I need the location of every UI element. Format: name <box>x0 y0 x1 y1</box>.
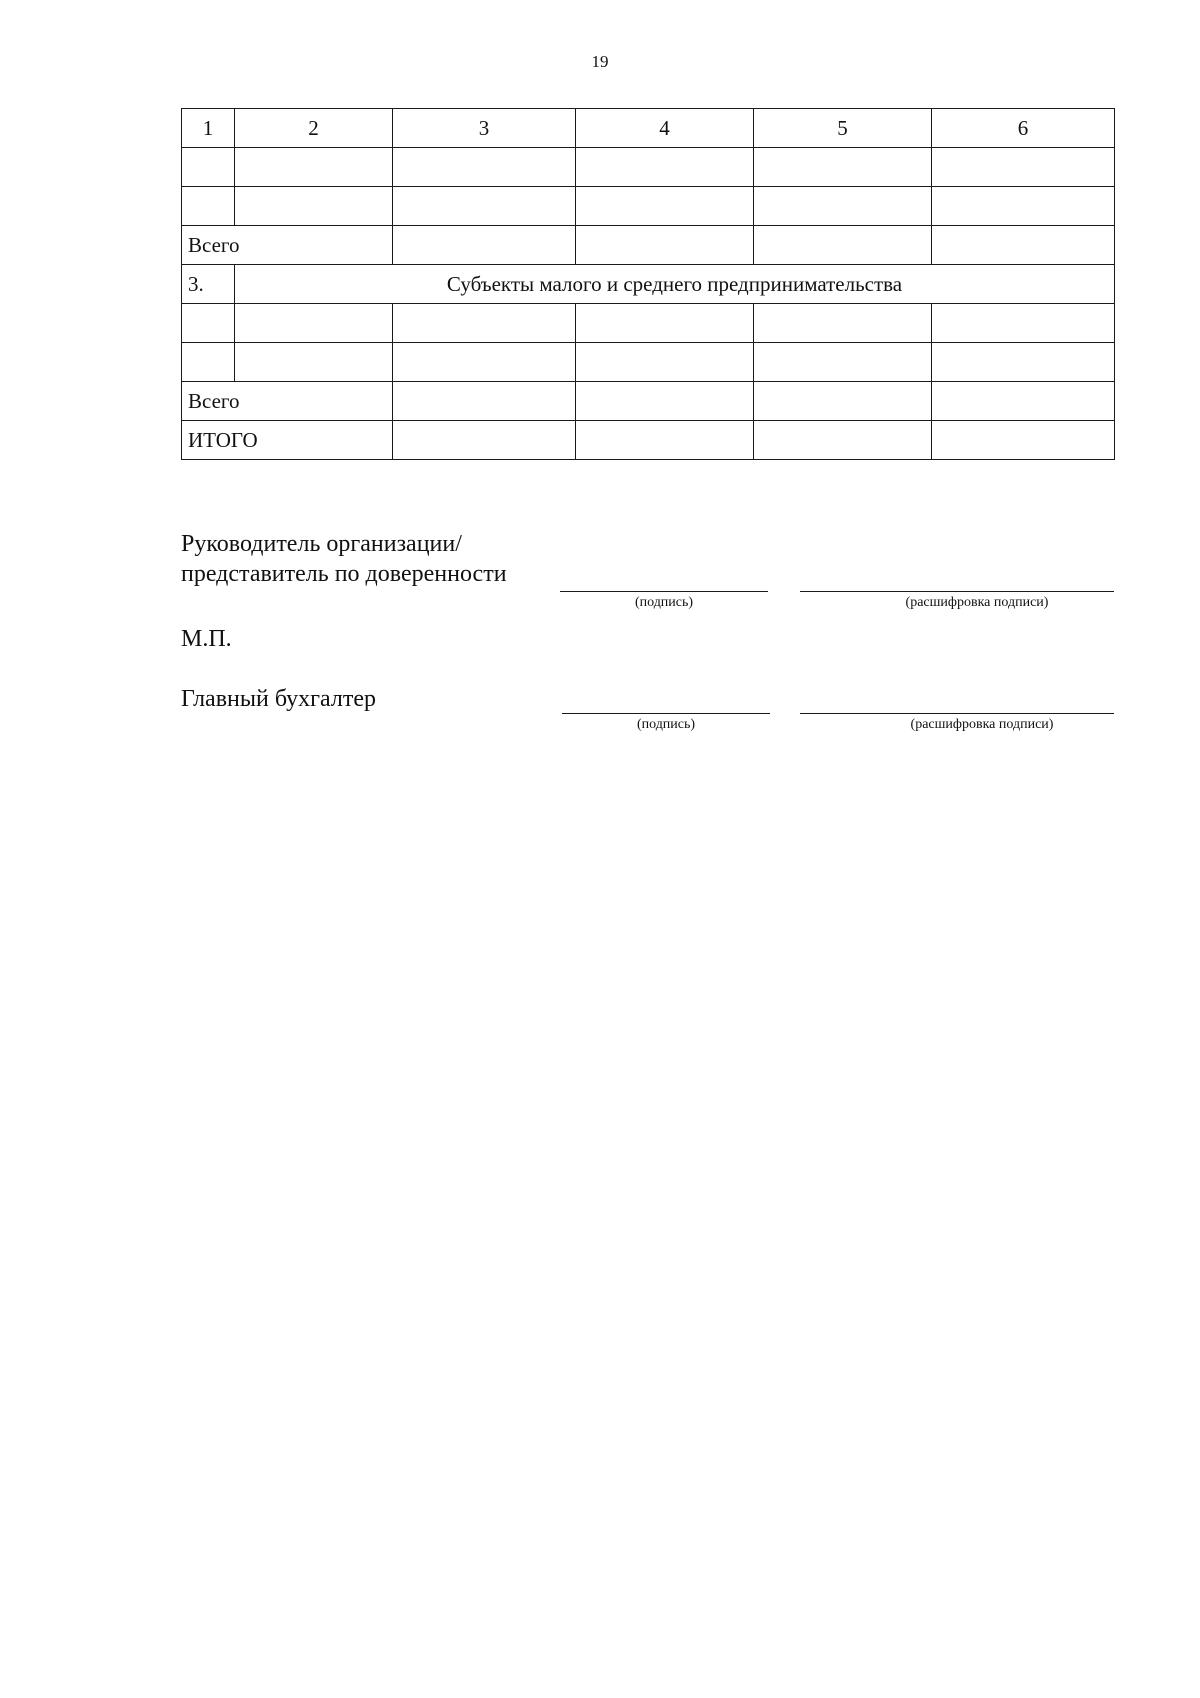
table-cell <box>754 304 932 343</box>
column-number-3: 3 <box>393 109 576 148</box>
section-number: 3. <box>182 265 235 304</box>
table-header-row <box>182 109 1115 148</box>
head-title-line2: представитель по доверенности <box>181 561 507 587</box>
table-cell <box>235 148 393 187</box>
head-signature-line <box>560 591 768 592</box>
table-row <box>182 148 1115 187</box>
table-cell <box>754 343 932 382</box>
table-cell <box>235 187 393 226</box>
accountant-decode-line <box>800 713 1114 714</box>
page-number: 19 <box>591 52 609 71</box>
table-cell <box>754 148 932 187</box>
table-row <box>182 343 1115 382</box>
table-cell <box>576 304 754 343</box>
subtotal-label: Всего <box>182 226 393 265</box>
table-cell <box>932 304 1115 343</box>
table-cell <box>576 382 754 421</box>
table-cell <box>754 226 932 265</box>
total-label: ИТОГО <box>182 421 393 460</box>
table-cell <box>182 343 235 382</box>
column-number-6: 6 <box>932 109 1115 148</box>
accountant-signature-line <box>562 713 770 714</box>
subtotal-row <box>182 226 1115 265</box>
head-signature-caption: (подпись) <box>634 595 694 610</box>
column-number-5: 5 <box>754 109 932 148</box>
column-number-4: 4 <box>576 109 754 148</box>
head-title-line1: Руководитель организации/ <box>181 531 462 557</box>
accountant-title: Главный бухгалтер <box>181 686 376 712</box>
table-row <box>182 187 1115 226</box>
section-row <box>182 265 1115 304</box>
section-title: Субъекты малого и среднего предпринимательства <box>235 265 1115 304</box>
table-cell <box>932 148 1115 187</box>
table-cell <box>932 343 1115 382</box>
table-row <box>182 304 1115 343</box>
table-cell <box>393 421 576 460</box>
table-cell <box>393 343 576 382</box>
table-cell <box>754 382 932 421</box>
column-number-1: 1 <box>182 109 235 148</box>
accountant-decode-caption: (расшифровка подписи) <box>910 717 1054 732</box>
table-cell <box>182 304 235 343</box>
table-cell <box>932 187 1115 226</box>
table-cell <box>576 421 754 460</box>
table-cell <box>754 421 932 460</box>
accountant-signature-caption: (подпись) <box>636 717 696 732</box>
table-cell <box>393 304 576 343</box>
table-cell <box>576 343 754 382</box>
table-cell <box>393 382 576 421</box>
table-cell <box>576 148 754 187</box>
head-decode-line <box>800 591 1114 592</box>
table-cell <box>182 187 235 226</box>
table-cell <box>393 148 576 187</box>
stamp-label: М.П. <box>181 626 232 652</box>
table-cell <box>393 187 576 226</box>
head-decode-caption: (расшифровка подписи) <box>905 595 1049 610</box>
subtotal-row <box>182 382 1115 421</box>
table-cell <box>182 148 235 187</box>
table-cell <box>235 304 393 343</box>
table-cell <box>576 187 754 226</box>
total-row <box>182 421 1115 460</box>
table-cell <box>932 421 1115 460</box>
table-cell <box>393 226 576 265</box>
subtotal-label: Всего <box>182 382 393 421</box>
table-cell <box>754 187 932 226</box>
report-table <box>181 108 1115 460</box>
table-cell <box>932 382 1115 421</box>
table-cell <box>235 343 393 382</box>
table-cell <box>576 226 754 265</box>
table-cell <box>932 226 1115 265</box>
column-number-2: 2 <box>235 109 393 148</box>
